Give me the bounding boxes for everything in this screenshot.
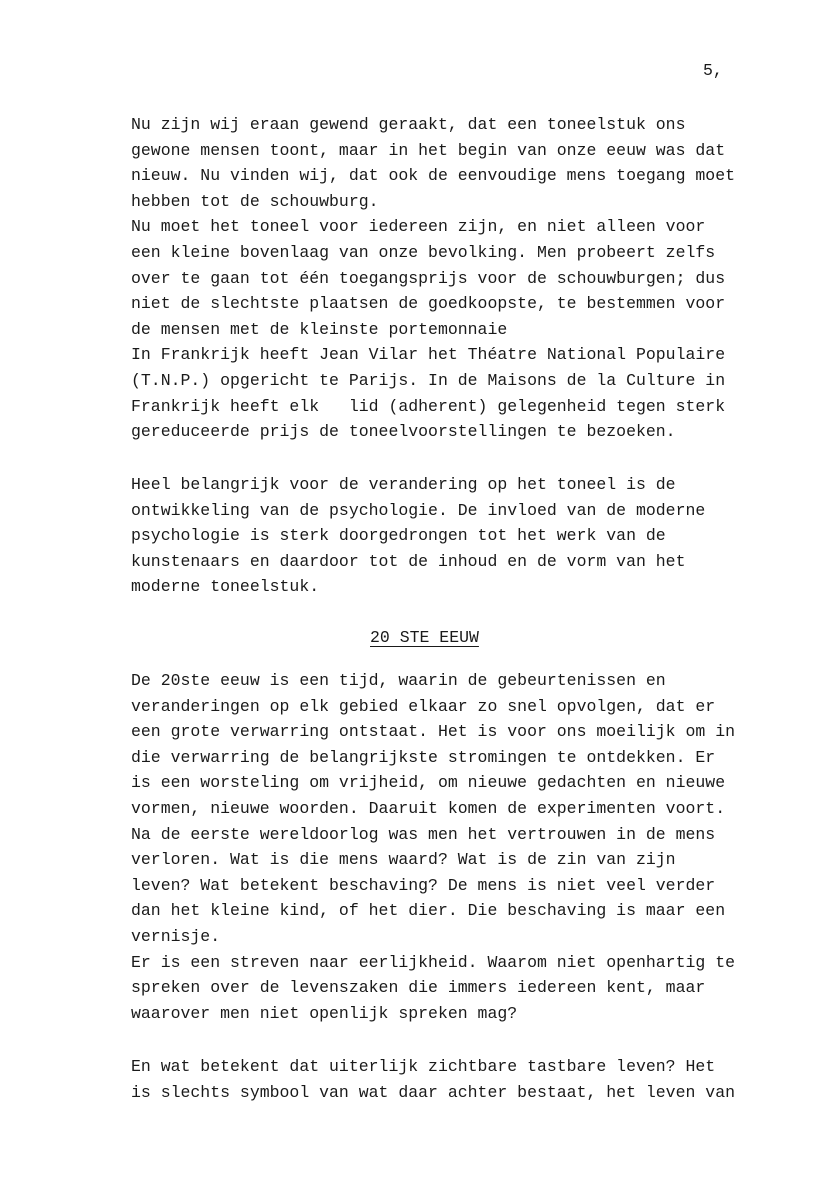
text-line: gewone mensen toont, maar in het begin van onze eeuw was dat [131,140,726,160]
text-line: vernisje. [131,926,221,946]
text-line: En wat betekent dat uiterlijk zichtbare tastbare leven? Het [131,1057,716,1076]
text-line: een grote verwarring ontstaat. Het is voor ons moeilijk om in [131,722,735,742]
text-line: niet de slechtste plaatsen de goedkoopste, te bestemmen voor [131,294,726,314]
text-line: kunstenaars en daardoor tot de inhoud en de vorm van het [131,551,686,571]
text-line: waarover men niet openlijk spreken mag? [131,1003,518,1023]
paragraph-1 [131,112,791,445]
text-line: is een worsteling om vrijheid, om nieuwe gedachten en nieuwe [131,773,726,793]
text-line: de mensen met de kleinste portemonnaie [131,319,508,339]
text-line: (T.N.P.) opgericht te Parijs. In de Maisons de la Culture in [131,370,726,390]
section-heading: 20 STE EEUW [370,628,479,647]
text-line: psychologie is sterk doorgedrongen tot het werk van de [131,526,666,546]
text-line: over te gaan tot één toegangsprijs voor de schouwburgen; dus [131,268,726,288]
text-line: leven? Wat betekent beschaving? De mens is niet veel verder [131,875,716,895]
paragraph-4 [131,1054,791,1105]
paragraph-2 [131,472,791,600]
text-line: veranderingen op elk gebied elkaar zo snel opvolgen, dat er [131,696,716,716]
text-line: De 20ste eeuw is een tijd, waarin de gebeurtenissen en [131,671,666,690]
text-line: hebben tot de schouwburg. [131,191,379,211]
text-line: In Frankrijk heeft Jean Vilar het Théatre National Populaire [131,345,726,365]
text-line: Frankrijk heeft elk lid (adherent) gelegenheid tegen sterk [131,396,726,416]
text-line: is slechts symbool van wat daar achter bestaat, het leven van [131,1082,735,1102]
text-line: Heel belangrijk voor de verandering op het toneel is de [131,475,676,494]
text-line: Na de eerste wereldoorlog was men het vertrouwen in de mens [131,824,716,844]
text-line: ontwikkeling van de psychologie. De invloed van de moderne [131,500,706,520]
paragraph-3 [131,668,791,1026]
text-line: nieuw. Nu vinden wij, dat ook de eenvoudige mens toegang moet [131,166,735,186]
text-line: vormen, nieuwe woorden. Daaruit komen de experimenten voort. [131,798,726,818]
page-number: 5, [703,61,723,80]
text-line: dan het kleine kind, of het dier. Die beschaving is maar een [131,901,726,921]
text-line: die verwarring de belangrijkste stromingen te ontdekken. Er [131,747,716,767]
text-line: spreken over de levenszaken die immers iedereen kent, maar [131,978,706,998]
text-line: verloren. Wat is die mens waard? Wat is de zin van zijn [131,850,676,870]
text-line: Nu moet het toneel voor iedereen zijn, en niet alleen voor [131,217,706,237]
text-line: Nu zijn wij eraan gewend geraakt, dat een toneelstuk ons [131,115,686,134]
text-line: gereduceerde prijs de toneelvoorstellingen te bezoeken. [131,422,676,442]
text-line: een kleine bovenlaag van onze bevolking. Men probeert zelfs [131,242,716,262]
text-line: Er is een streven naar eerlijkheid. Waarom niet openhartig te [131,952,735,972]
text-line: moderne toneelstuk. [131,577,320,597]
